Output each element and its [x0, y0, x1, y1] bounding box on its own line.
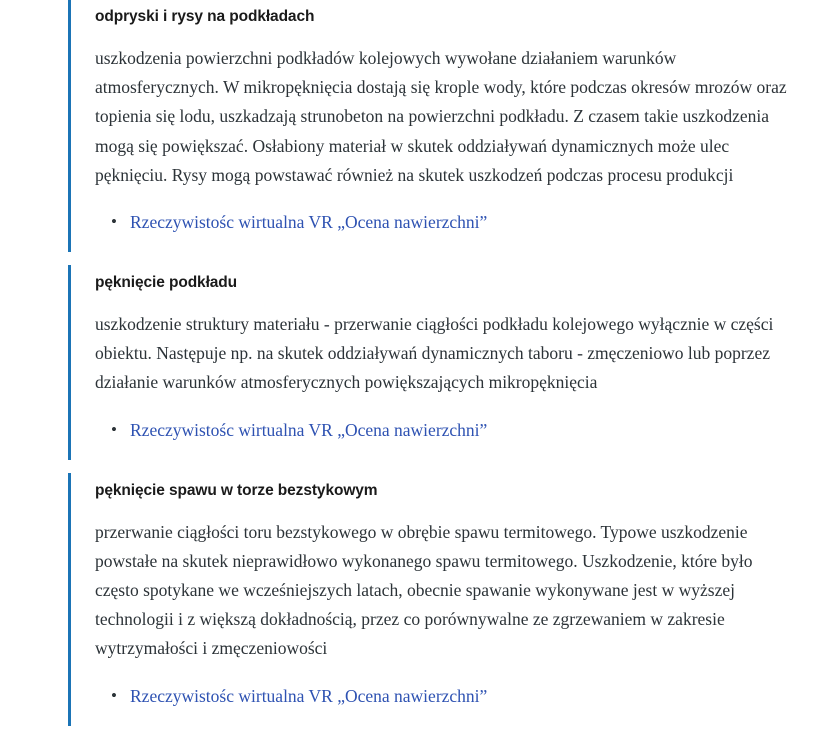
damage-block-odpryski-i-rysy — [68, 0, 817, 252]
damage-block-description: uszkodzenie struktury materiału - przerwanie ciągłości podkładu kolejowego wyłącznie w części obiektu. Następuje np. na skutek oddziaływań dynamicznych taboru - zmęczeniowo lub poprzez działanie warunków atmosferycznych powiększających mikropęknięcia — [95, 314, 774, 393]
block-spacer — [0, 460, 817, 473]
damage-block-pekniecie-podkladu — [68, 265, 817, 460]
related-links-list — [95, 682, 817, 712]
vr-ocena-nawierzchni-link[interactable]: Rzeczywistośc wirtualna VR „Ocena nawierzchni” — [130, 685, 488, 706]
list-item — [95, 682, 817, 712]
vr-ocena-nawierzchni-link[interactable]: Rzeczywistośc wirtualna VR „Ocena nawierzchni” — [130, 419, 488, 440]
list-item — [95, 416, 817, 446]
vr-ocena-nawierzchni-link[interactable]: Rzeczywistośc wirtualna VR „Ocena nawierzchni” — [130, 212, 488, 233]
damage-block-title: pęknięcie podkładu — [95, 274, 238, 292]
related-links-list — [95, 208, 817, 238]
block-spacer — [0, 252, 817, 265]
list-item — [95, 208, 817, 238]
damage-block-description: uszkodzenia powierzchni podkładów kolejowych wywołane działaniem warunków atmosferycznych. W mikropęknięcia dostają się krople wody, które podczas okresów mrozów oraz topienia się lodu, uszkadzają strunobeton na powierzchni podkładu. Z czasem takie uszkodzenia mogą się powiększać. Osłabiony materiał w skutek oddziaływań dynamicznych może ulec pęknięciu. Rysy mogą powstawać również na skutek uszkodzeń podczas procesu produkcji — [95, 48, 787, 185]
damage-block-title: odpryski i rysy na podkładach — [95, 8, 315, 25]
damage-block-title: pęknięcie spawu w torze bezstykowym — [95, 481, 378, 499]
damage-block-pekniecie-spawu — [68, 473, 817, 726]
damage-block-description: przerwanie ciągłości toru bezstykowego w obrębie spawu termitowego. Typowe uszkodzenie powstałe na skutek nieprawidłowo wykonanego spawu termitowego. Uszkodzenie, które było często spotykane we wcześniejszych latach, obecnie spawanie wykonywane jest w wyższej technologii i z większą dokładnością, przez co porównywalne ze zgrzewaniem w zakresie wytrzymałości i zmęczeniowości — [95, 521, 753, 659]
related-links-list — [95, 416, 817, 446]
